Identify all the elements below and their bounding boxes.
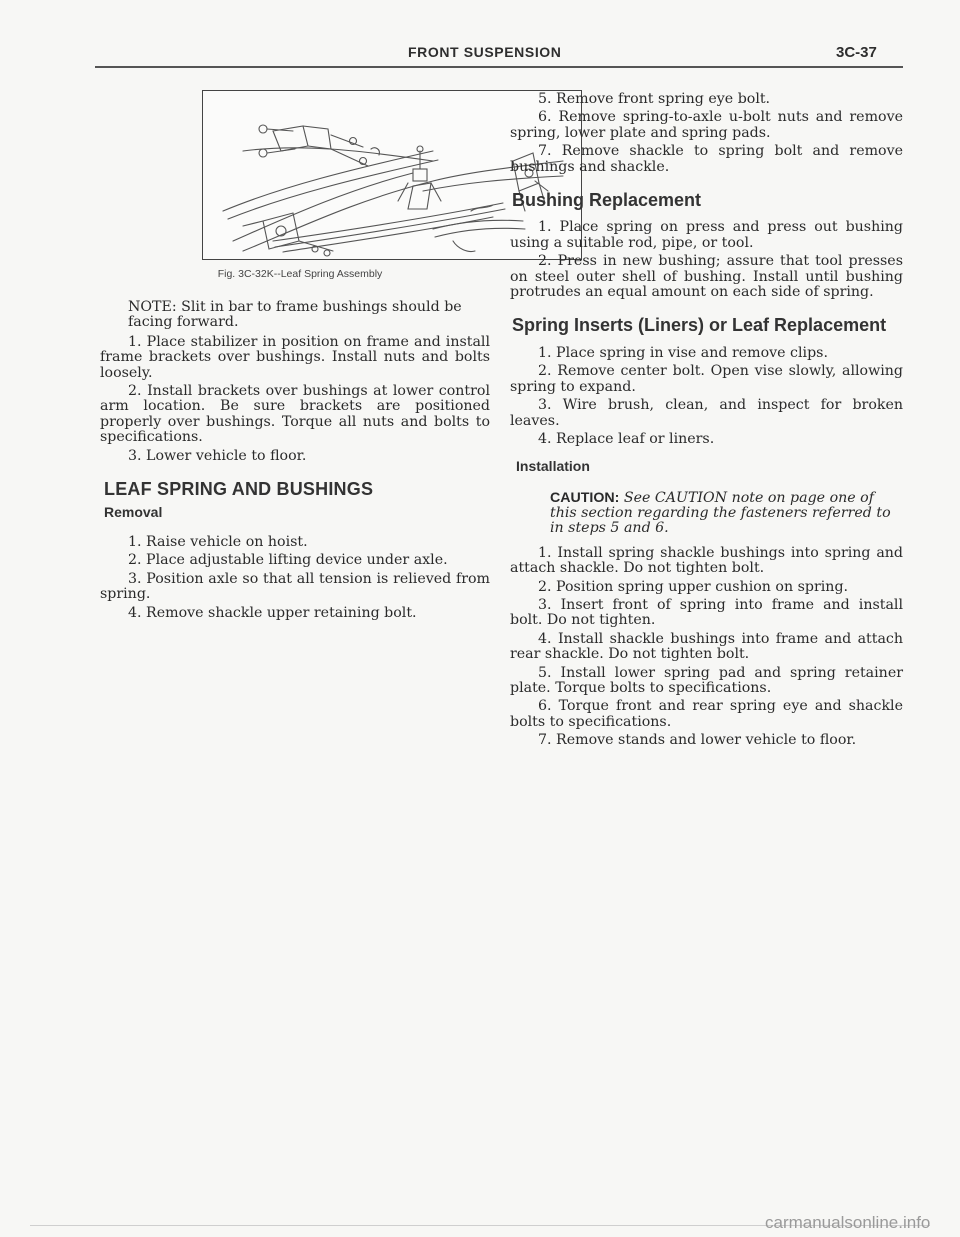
step-item: 2. Press in new bushing; assure that tool presses on steel outer shell of bushing. Install until bushing protrudes an equal amount on each side of spring. [510,253,903,301]
step-item: 3. Position axle so that all tension is relieved from spring. [100,570,490,603]
step-item: 1. Place spring on press and press out bushing using a suitable rod, pipe, or tool. [510,219,903,251]
step-item: 6. Torque front and rear spring eye and shackle bolts to specifications. [510,698,903,730]
step-item: 7. Remove shackle to spring bolt and remove bushings and shackle. [510,143,903,175]
step-item: 4. Replace leaf or liners. [538,430,715,447]
step-item: 1. Raise vehicle on hoist. [128,533,308,550]
section-heading: LEAF SPRING AND BUSHINGS [104,479,374,500]
step-item: 2. Place adjustable lifting device under axle. [128,552,448,569]
step-item: 5. Remove front spring eye bolt. [538,91,771,107]
step-item: 4. Remove shackle upper retaining bolt. [128,604,417,621]
figure [95,0,505,290]
left-column [100,290,490,624]
step-item: 4. Install shackle bushings into frame and attach rear shackle. Do not tighten bolt. [510,630,903,663]
caution-label: CAUTION: [550,489,620,506]
page-header-title: FRONT SUSPENSION [408,44,562,60]
step-item: 1. Install spring shackle bushings into spring and attach shackle. Do not tighten bolt. [510,544,903,577]
right-column [510,92,903,752]
step-item: 1. Place stabilizer in position on frame and install frame brackets over bushings. Install nuts and bolts loosely. [100,333,490,381]
figure-caption: Fig. 3C-32K--Leaf Spring Assembly [217,268,383,280]
caution-note [550,491,903,536]
step-item: 6. Remove spring-to-axle u-bolt nuts and remove spring, lower plate and spring pads. [510,109,903,141]
subsection-heading-bushing: Bushing Replacement [512,190,702,211]
watermark: carmanualsonline.info [765,1213,931,1232]
step-item: 2. Remove center bolt. Open vise slowly, allowing spring to expand. [510,363,903,395]
step-item: 3. Wire brush, clean, and inspect for broken leaves. [510,397,903,429]
note-text: NOTE: Slit in bar to frame bushings should be facing forward. [128,299,462,331]
step-item: 3. Lower vehicle to floor. [128,447,307,464]
step-item: 5. Install lower spring pad and spring retainer plate. Torque bolts to specifications. [510,664,903,696]
step-item: 2. Install brackets over bushings at lower control arm location. Be sure brackets are positioned properly over bushings. Torque all nuts and bolts to specifications. [100,383,490,446]
step-item: 3. Insert front of spring into frame and install bolt. Do not tighten. [510,596,903,629]
step-item: 1. Place spring in vise and remove clips. [538,344,828,361]
step-item: 7. Remove stands and lower vehicle to floor. [538,732,857,749]
subsection-heading-installation: Installation [516,458,590,475]
subsection-heading-removal: Removal [104,504,163,521]
page-number: 3C-37 [836,44,877,61]
step-item: 2. Position spring upper cushion on spring. [538,578,849,595]
subsection-heading-inserts: Spring Inserts (Liners) or Leaf Replacement [512,315,887,336]
caution-text: See CAUTION note on page one of this section regarding the fasteners referred to in steps 5 and 6. [550,489,891,536]
